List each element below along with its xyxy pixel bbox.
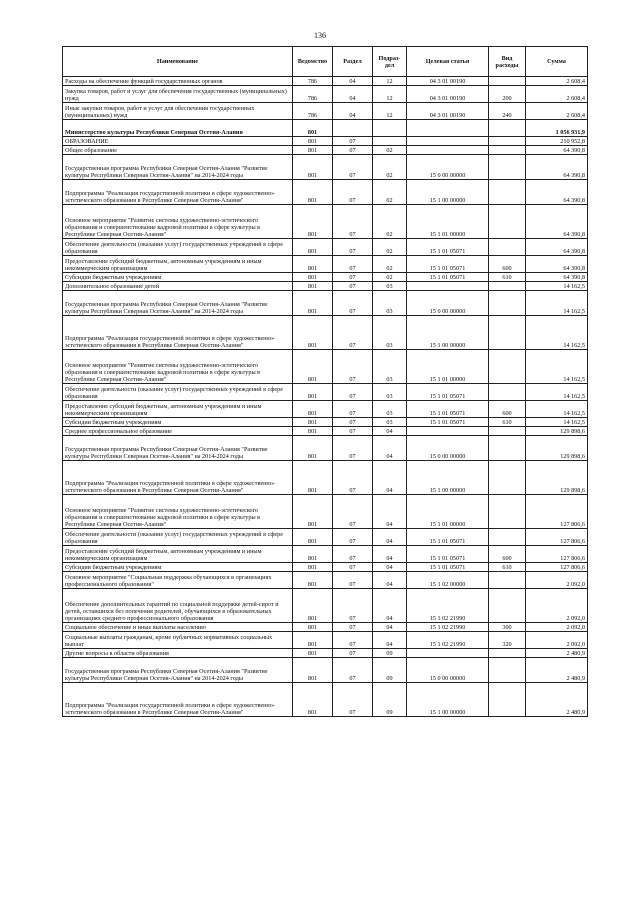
cell-razdel: 04 <box>333 77 373 86</box>
cell-ved: 801 <box>293 146 333 155</box>
cell-vr <box>489 495 526 529</box>
cell-name: Подпрограмма "Реализация государственной политики в сфере художественно-эстетического образования в Республике Северная Осетия-Алания" <box>63 683 293 717</box>
cell-vr: 610 <box>489 418 526 427</box>
cell-sum: 14 162,5 <box>526 350 588 384</box>
table-row <box>63 282 588 291</box>
cell-razdel: 07 <box>333 137 373 146</box>
table-row <box>63 273 588 282</box>
cell-ved: 801 <box>293 180 333 205</box>
cell-name: Обеспечение деятельности (оказание услуг) государственных учреждений в сфере образования <box>63 384 293 401</box>
cell-cs: 15 1 01 05071 <box>407 563 489 572</box>
cell-razdel: 07 <box>333 495 373 529</box>
cell-vr: 240 <box>489 103 526 120</box>
column-header: Сумма <box>526 47 588 77</box>
column-header: Целевая статья <box>407 47 489 77</box>
cell-name: Государственная программа Республики Северная Осетия-Алания "Развитие культуры Республики Северная Осетия-Алания" на 2014-2024 годы <box>63 658 293 683</box>
cell-podrazdel <box>373 137 407 146</box>
cell-razdel: 07 <box>333 427 373 436</box>
cell-vr <box>489 572 526 589</box>
cell-ved: 801 <box>293 572 333 589</box>
cell-cs: 15 1 00 00000 <box>407 683 489 717</box>
cell-sum: 127 806,6 <box>526 546 588 563</box>
cell-cs: 15 1 01 00000 <box>407 205 489 239</box>
cell-cs: 04 3 01 00190 <box>407 103 489 120</box>
cell-vr: 600 <box>489 546 526 563</box>
cell-name: Общее образование <box>63 146 293 155</box>
cell-podrazdel: 02 <box>373 180 407 205</box>
cell-cs: 15 1 02 21990 <box>407 589 489 623</box>
table-row <box>63 137 588 146</box>
cell-vr <box>489 658 526 683</box>
cell-ved: 801 <box>293 495 333 529</box>
cell-podrazdel: 04 <box>373 546 407 563</box>
cell-ved: 801 <box>293 461 333 495</box>
cell-razdel: 07 <box>333 316 373 350</box>
cell-cs <box>407 120 489 137</box>
cell-ved: 801 <box>293 546 333 563</box>
cell-ved: 801 <box>293 401 333 418</box>
cell-cs: 15 0 00 00000 <box>407 436 489 461</box>
cell-ved: 801 <box>293 273 333 282</box>
cell-name: Подпрограмма "Реализация государственной политики в сфере художественно-эстетического образования в Республике Северная Осетия-Алания" <box>63 316 293 350</box>
cell-podrazdel: 03 <box>373 418 407 427</box>
cell-name: Субсидии бюджетным учреждениям <box>63 563 293 572</box>
cell-razdel: 07 <box>333 384 373 401</box>
cell-ved: 801 <box>293 658 333 683</box>
cell-vr <box>489 649 526 658</box>
cell-cs: 15 1 01 05071 <box>407 384 489 401</box>
cell-ved: 801 <box>293 649 333 658</box>
cell-podrazdel: 02 <box>373 205 407 239</box>
cell-podrazdel: 04 <box>373 436 407 461</box>
cell-ved: 801 <box>293 418 333 427</box>
cell-podrazdel: 02 <box>373 155 407 180</box>
cell-sum: 2 608,4 <box>526 86 588 103</box>
cell-razdel: 07 <box>333 273 373 282</box>
cell-vr <box>489 589 526 623</box>
cell-sum: 14 162,5 <box>526 282 588 291</box>
cell-vr <box>489 427 526 436</box>
cell-razdel: 04 <box>333 103 373 120</box>
cell-razdel: 04 <box>333 86 373 103</box>
cell-sum: 127 806,6 <box>526 529 588 546</box>
cell-name: Закупка товаров, работ и услуг для обеспечения государственных (муниципальных) нужд <box>63 86 293 103</box>
cell-razdel: 07 <box>333 572 373 589</box>
cell-cs: 15 0 00 00000 <box>407 155 489 180</box>
cell-ved: 786 <box>293 86 333 103</box>
table-row <box>63 649 588 658</box>
cell-razdel: 07 <box>333 589 373 623</box>
cell-ved: 801 <box>293 623 333 632</box>
table-row <box>63 316 588 350</box>
table-body <box>63 77 588 717</box>
cell-razdel: 07 <box>333 546 373 563</box>
cell-podrazdel: 09 <box>373 683 407 717</box>
cell-ved: 801 <box>293 291 333 316</box>
cell-name: Дополнительное образование детей <box>63 282 293 291</box>
cell-vr <box>489 205 526 239</box>
cell-name: Основное мероприятие "Социальная поддержка обучающихся в организациях профессионального образования" <box>63 572 293 589</box>
cell-sum: 14 162,5 <box>526 291 588 316</box>
cell-sum: 2 092,0 <box>526 623 588 632</box>
cell-razdel: 07 <box>333 683 373 717</box>
cell-ved: 801 <box>293 384 333 401</box>
cell-sum: 64 390,8 <box>526 146 588 155</box>
cell-cs <box>407 137 489 146</box>
cell-vr <box>489 384 526 401</box>
cell-cs: 15 1 00 00000 <box>407 180 489 205</box>
cell-cs: 15 1 00 00000 <box>407 316 489 350</box>
cell-cs: 15 1 01 05071 <box>407 546 489 563</box>
cell-name: Предоставление субсидий бюджетным, автономным учреждениям и иным некоммерческим организациям <box>63 546 293 563</box>
cell-razdel: 07 <box>333 461 373 495</box>
cell-razdel: 07 <box>333 436 373 461</box>
cell-razdel: 07 <box>333 418 373 427</box>
cell-vr: 200 <box>489 86 526 103</box>
cell-podrazdel: 12 <box>373 103 407 120</box>
cell-name: Другие вопросы в области образования <box>63 649 293 658</box>
cell-sum: 210 952,8 <box>526 137 588 146</box>
cell-podrazdel: 02 <box>373 256 407 273</box>
cell-sum: 64 390,8 <box>526 180 588 205</box>
cell-sum: 129 898,6 <box>526 461 588 495</box>
cell-cs: 15 1 02 00000 <box>407 572 489 589</box>
cell-podrazdel: 03 <box>373 384 407 401</box>
cell-name: Предоставление субсидий бюджетным, автономным учреждениям и иным некоммерческим организациям <box>63 401 293 418</box>
cell-razdel <box>333 120 373 137</box>
table-row <box>63 291 588 316</box>
cell-ved: 786 <box>293 103 333 120</box>
cell-ved: 801 <box>293 683 333 717</box>
cell-podrazdel: 03 <box>373 401 407 418</box>
page-number: 136 <box>314 31 326 40</box>
cell-razdel: 07 <box>333 350 373 384</box>
table-row <box>63 384 588 401</box>
cell-cs <box>407 427 489 436</box>
cell-razdel: 07 <box>333 649 373 658</box>
table-row <box>63 86 588 103</box>
cell-podrazdel: 02 <box>373 239 407 256</box>
cell-ved: 801 <box>293 256 333 273</box>
cell-ved: 801 <box>293 155 333 180</box>
cell-razdel: 07 <box>333 146 373 155</box>
cell-sum: 64 390,8 <box>526 155 588 180</box>
cell-vr <box>489 683 526 717</box>
cell-podrazdel: 09 <box>373 658 407 683</box>
cell-cs: 15 1 01 05071 <box>407 418 489 427</box>
cell-name: Социальные выплаты гражданам, кроме публичных нормативных социальных выплат <box>63 632 293 649</box>
cell-vr <box>489 282 526 291</box>
cell-name: Государственная программа Республики Северная Осетия-Алания "Развитие культуры Республики Северная Осетия-Алания" на 2014-2024 годы <box>63 436 293 461</box>
cell-razdel: 07 <box>333 632 373 649</box>
cell-sum: 127 806,6 <box>526 495 588 529</box>
cell-name: ОБРАЗОВАНИЕ <box>63 137 293 146</box>
cell-name: Обеспечение деятельности (оказание услуг) государственных учреждений в сфере образования <box>63 529 293 546</box>
table-row <box>63 632 588 649</box>
cell-podrazdel: 04 <box>373 529 407 546</box>
cell-sum: 2 092,0 <box>526 589 588 623</box>
cell-podrazdel: 03 <box>373 350 407 384</box>
cell-sum: 2 608,4 <box>526 103 588 120</box>
table-row <box>63 103 588 120</box>
cell-podrazdel: 04 <box>373 623 407 632</box>
cell-ved: 801 <box>293 239 333 256</box>
cell-cs: 15 1 01 05071 <box>407 273 489 282</box>
cell-name: Субсидии бюджетным учреждениям <box>63 273 293 282</box>
cell-name: Министерство культуры Республики Северная Осетия-Алания <box>63 120 293 137</box>
cell-razdel: 07 <box>333 282 373 291</box>
cell-name: Государственная программа Республики Северная Осетия-Алания "Развитие культуры Республики Северная Осетия-Алания" на 2014-2024 годы <box>63 155 293 180</box>
cell-name: Социальное обеспечение и иные выплаты населению <box>63 623 293 632</box>
cell-name: Расходы на обеспечение функций государственных органов <box>63 77 293 86</box>
cell-podrazdel: 12 <box>373 86 407 103</box>
table-row <box>63 256 588 273</box>
table-row <box>63 495 588 529</box>
cell-sum: 129 898,6 <box>526 436 588 461</box>
cell-razdel: 07 <box>333 623 373 632</box>
cell-name: Основное мероприятие "Развитие системы художественно-эстетического образования и совершенствование кадровой политики в сфере культуры в Республике Северная Осетия-Алания" <box>63 205 293 239</box>
table-row <box>63 461 588 495</box>
cell-cs <box>407 282 489 291</box>
cell-sum: 64 390,8 <box>526 273 588 282</box>
cell-sum: 14 162,5 <box>526 401 588 418</box>
cell-cs: 15 0 00 00000 <box>407 658 489 683</box>
cell-sum: 127 806,6 <box>526 563 588 572</box>
cell-cs: 15 1 01 05071 <box>407 256 489 273</box>
cell-podrazdel: 09 <box>373 649 407 658</box>
cell-cs: 15 1 00 00000 <box>407 461 489 495</box>
table-row <box>63 436 588 461</box>
cell-vr <box>489 239 526 256</box>
cell-cs: 15 1 01 05071 <box>407 529 489 546</box>
cell-podrazdel: 12 <box>373 77 407 86</box>
cell-sum: 2 608,4 <box>526 77 588 86</box>
cell-name: Предоставление субсидий бюджетным, автономным учреждениям и иным некоммерческим организациям <box>63 256 293 273</box>
cell-ved: 801 <box>293 120 333 137</box>
column-header: Наименование <box>63 47 293 77</box>
cell-vr: 600 <box>489 256 526 273</box>
cell-razdel: 07 <box>333 239 373 256</box>
cell-vr <box>489 137 526 146</box>
cell-name: Иные закупки товаров, работ и услуг для обеспечения государственных (муниципальных) нужд <box>63 103 293 120</box>
cell-vr <box>489 529 526 546</box>
cell-cs <box>407 649 489 658</box>
table-row <box>63 546 588 563</box>
cell-vr <box>489 461 526 495</box>
cell-vr: 610 <box>489 563 526 572</box>
cell-name: Государственная программа Республики Северная Осетия-Алания "Развитие культуры Республики Северная Осетия-Алания" на 2014-2024 годы <box>63 291 293 316</box>
cell-name: Обеспечение дополнительных гарантий по социальной поддержке детей-сирот и детей, оставшихся без попечения родителей, обучающихся в образовательных организациях среднего профессионального образования <box>63 589 293 623</box>
cell-sum: 2 092,0 <box>526 572 588 589</box>
cell-cs: 15 0 00 00000 <box>407 291 489 316</box>
cell-podrazdel: 04 <box>373 572 407 589</box>
cell-podrazdel: 04 <box>373 461 407 495</box>
cell-ved: 801 <box>293 529 333 546</box>
cell-vr <box>489 77 526 86</box>
cell-podrazdel: 04 <box>373 495 407 529</box>
cell-razdel: 07 <box>333 401 373 418</box>
cell-razdel: 07 <box>333 155 373 180</box>
cell-sum: 129 898,6 <box>526 427 588 436</box>
cell-name: Подпрограмма "Реализация государственной политики в сфере художественно-эстетического образования в Республике Северная Осетия-Алания" <box>63 461 293 495</box>
table-row <box>63 155 588 180</box>
cell-ved: 801 <box>293 282 333 291</box>
cell-ved: 801 <box>293 589 333 623</box>
table-row <box>63 529 588 546</box>
cell-sum: 64 390,8 <box>526 256 588 273</box>
cell-ved: 801 <box>293 205 333 239</box>
table-row <box>63 120 588 137</box>
cell-sum: 64 390,8 <box>526 239 588 256</box>
cell-podrazdel: 04 <box>373 427 407 436</box>
cell-podrazdel: 04 <box>373 632 407 649</box>
cell-ved: 801 <box>293 316 333 350</box>
cell-sum: 14 162,5 <box>526 316 588 350</box>
cell-podrazdel: 02 <box>373 146 407 155</box>
cell-vr: 320 <box>489 632 526 649</box>
table-row <box>63 146 588 155</box>
table-row <box>63 180 588 205</box>
cell-razdel: 07 <box>333 180 373 205</box>
table-row <box>63 350 588 384</box>
cell-cs: 15 1 01 00000 <box>407 350 489 384</box>
cell-vr: 600 <box>489 401 526 418</box>
table-row <box>63 401 588 418</box>
cell-name: Обеспечение деятельности (оказание услуг) государственных учреждений в сфере образования <box>63 239 293 256</box>
cell-cs <box>407 146 489 155</box>
cell-cs: 15 1 01 05071 <box>407 239 489 256</box>
table-row <box>63 239 588 256</box>
cell-cs: 15 1 01 00000 <box>407 495 489 529</box>
cell-razdel: 07 <box>333 291 373 316</box>
table-row <box>63 623 588 632</box>
cell-razdel: 07 <box>333 563 373 572</box>
table-row <box>63 572 588 589</box>
cell-sum: 2 092,0 <box>526 632 588 649</box>
table-row <box>63 205 588 239</box>
table-row <box>63 427 588 436</box>
cell-ved: 801 <box>293 563 333 572</box>
table-row <box>63 563 588 572</box>
cell-sum: 1 056 931,9 <box>526 120 588 137</box>
cell-podrazdel: 03 <box>373 282 407 291</box>
cell-ved: 801 <box>293 137 333 146</box>
column-header: Раздел <box>333 47 373 77</box>
cell-vr <box>489 291 526 316</box>
cell-cs: 15 1 01 05071 <box>407 401 489 418</box>
cell-vr <box>489 155 526 180</box>
cell-vr <box>489 120 526 137</box>
table-row <box>63 77 588 86</box>
cell-vr <box>489 180 526 205</box>
cell-razdel: 07 <box>333 658 373 683</box>
table-row <box>63 658 588 683</box>
cell-name: Субсидии бюджетным учреждениям <box>63 418 293 427</box>
cell-vr: 300 <box>489 623 526 632</box>
cell-ved: 801 <box>293 436 333 461</box>
cell-name: Основное мероприятие "Развитие системы художественно-эстетического образования и совершенствование кадровой политики в сфере культуры в Республике Северная Осетия-Алания" <box>63 495 293 529</box>
cell-podrazdel: 03 <box>373 291 407 316</box>
cell-podrazdel: 02 <box>373 273 407 282</box>
table-header-row <box>63 47 588 77</box>
cell-sum: 2 480,9 <box>526 649 588 658</box>
cell-sum: 14 162,5 <box>526 384 588 401</box>
table-row <box>63 418 588 427</box>
cell-sum: 2 480,9 <box>526 658 588 683</box>
cell-sum: 14 162,5 <box>526 418 588 427</box>
cell-vr <box>489 350 526 384</box>
cell-cs: 04 3 01 00190 <box>407 86 489 103</box>
cell-podrazdel: 04 <box>373 589 407 623</box>
cell-ved: 786 <box>293 77 333 86</box>
cell-ved: 801 <box>293 350 333 384</box>
column-header: Ведомство <box>293 47 333 77</box>
cell-sum: 2 480,9 <box>526 683 588 717</box>
column-header: Подраз-дел <box>373 47 407 77</box>
cell-vr: 610 <box>489 273 526 282</box>
cell-name: Подпрограмма "Реализация государственной политики в сфере художественно-эстетического образования в Республике Северная Осетия-Алания" <box>63 180 293 205</box>
cell-razdel: 07 <box>333 256 373 273</box>
cell-razdel: 07 <box>333 205 373 239</box>
cell-podrazdel <box>373 120 407 137</box>
cell-cs: 15 1 02 21990 <box>407 623 489 632</box>
cell-sum: 64 390,8 <box>526 205 588 239</box>
cell-razdel: 07 <box>333 529 373 546</box>
cell-name: Основное мероприятие "Развитие системы художественно-эстетического образования и совершенствование кадровой политики в сфере культуры в Республике Северная Осетия-Алания" <box>63 350 293 384</box>
cell-ved: 801 <box>293 427 333 436</box>
column-header: Вид расходы <box>489 47 526 77</box>
cell-podrazdel: 03 <box>373 316 407 350</box>
table-row <box>63 589 588 623</box>
cell-podrazdel: 04 <box>373 563 407 572</box>
cell-name: Среднее профессиональное образование <box>63 427 293 436</box>
budget-table <box>62 46 588 717</box>
table-row <box>63 683 588 717</box>
cell-ved: 801 <box>293 632 333 649</box>
cell-vr <box>489 436 526 461</box>
cell-vr <box>489 316 526 350</box>
cell-cs: 04 3 01 00190 <box>407 77 489 86</box>
cell-cs: 15 1 02 21990 <box>407 632 489 649</box>
cell-vr <box>489 146 526 155</box>
